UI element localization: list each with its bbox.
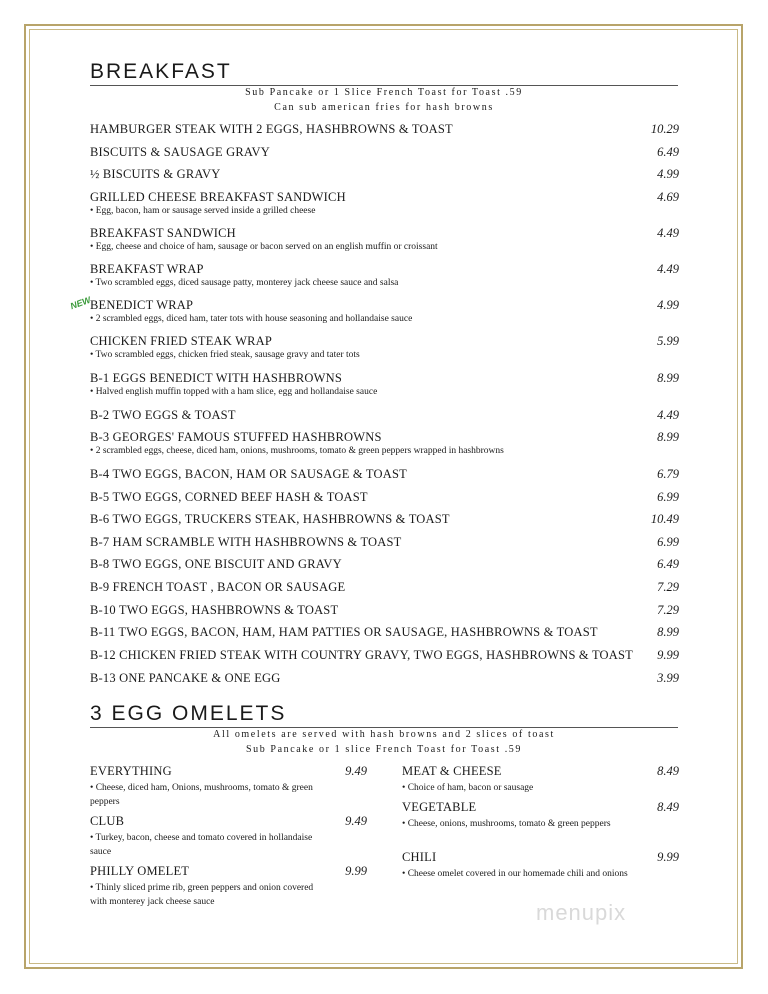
menu-item-name: BISCUITS & SAUSAGE GRAVY [90,145,270,159]
omelet-item-name: EVERYTHING [90,764,172,778]
omelet-item-name: CLUB [90,814,125,828]
menu-item [90,603,679,618]
omelet-item [402,764,679,795]
menu-item-price: 10.49 [650,512,679,526]
menu-item [90,262,679,288]
menu-item [90,334,679,360]
omelet-item-description: • Choice of ham, bacon or sausage [402,783,534,793]
menu-item-name: B-2 TWO EGGS & TOAST [90,408,236,422]
omelet-item-price: 9.49 [345,814,367,828]
menu-item-name: B-3 GEORGES' FAMOUS STUFFED HASHBROWNS [90,430,382,444]
menu-item [90,671,679,686]
menu-item-name: B-12 CHICKEN FRIED STEAK WITH COUNTRY GRAVY, TWO EGGS, HASHBROWNS & TOAST [90,648,633,662]
menu-item-name: BREAKFAST SANDWICH [90,226,236,240]
omelet-item-description: • Thinly sliced prime rib, green peppers and onion covered with monterey jack cheese sauce [90,883,314,907]
menu-item-price: 7.29 [657,603,679,617]
omelets-note: Sub Pancake or 1 slice French Toast for Toast .59 [245,744,523,755]
menu-item-description: • 2 scrambled eggs, cheese, diced ham, onions, mushrooms, tomato & green peppers wrapped in hashbrowns [90,446,504,456]
menu-item-description: • Egg, bacon, ham or sausage served inside a grilled cheese [90,206,316,216]
menu-item-name: B-6 TWO EGGS, TRUCKERS STEAK, HASHBROWNS & TOAST [90,512,450,526]
menu-item [90,430,679,456]
menu-item-price: 4.49 [657,226,679,240]
menu-item [90,648,679,663]
omelet-item [90,814,367,859]
omelet-item-description: • Turkey, bacon, cheese and tomato covered in hollandaise sauce [90,833,313,857]
menu-item [90,190,679,216]
menu-item-price: 6.49 [657,145,679,159]
menu-item-description: • Egg, cheese and choice of ham, sausage or bacon served on an english muffin or croissant [90,242,438,252]
menu-item-name: B-9 FRENCH TOAST , BACON OR SAUSAGE [90,580,346,594]
menu-item-price: 6.99 [657,490,679,504]
omelet-item-description: • Cheese omelet covered in our homemade chili and onions [402,869,628,879]
omelet-item-price: 9.99 [657,850,679,864]
omelet-item [402,850,679,881]
omelet-item [402,800,679,831]
menu-item-name: CHICKEN FRIED STEAK WRAP [90,334,273,348]
omelets-title: 3 EGG OMELETS [90,702,287,725]
menu-item [90,371,679,397]
menu-item-price: 6.99 [657,535,679,549]
omelet-item-price: 8.49 [657,764,679,778]
menu-item [90,298,679,324]
breakfast-note: Can sub american fries for hash browns [274,102,494,113]
omelet-item-name: MEAT & CHEESE [402,764,502,778]
omelet-item-description: • Cheese, diced ham, Onions, mushrooms, tomato & green peppers [90,783,313,807]
omelet-item-description: • Cheese, onions, mushrooms, tomato & green peppers [402,819,611,829]
omelet-item-price: 8.49 [657,800,679,814]
menu-item [90,512,679,527]
menu-item-name: B-11 TWO EGGS, BACON, HAM, HAM PATTIES OR SAUSAGE, HASHBROWNS & TOAST [90,625,598,639]
omelet-item-name: VEGETABLE [402,800,477,814]
menu-item-price: 4.69 [657,190,679,204]
menu-item-description: • Two scrambled eggs, diced sausage patty, monterey jack cheese sauce and salsa [90,278,399,288]
menu-item [90,625,679,640]
menu-item [90,408,679,423]
menu-item-price: 10.29 [650,122,679,136]
menu-item-price: 4.49 [657,262,679,276]
menu-item-description: • Two scrambled eggs, chicken fried steak, sausage gravy and tater tots [90,350,360,360]
menu-item-price: 4.99 [657,167,679,181]
menu-item-name: B-8 TWO EGGS, ONE BISCUIT AND GRAVY [90,557,342,571]
menu-item-name: BENEDICT WRAP [90,298,194,312]
menu-item-name: ½ BISCUITS & GRAVY [90,167,221,181]
menu-item [90,535,679,550]
menu-item-name: B-10 TWO EGGS, HASHBROWNS & TOAST [90,603,339,617]
breakfast-title: BREAKFAST [90,60,232,83]
menu-item-description: • 2 scrambled eggs, diced ham, tater tots with house seasoning and hollandaise sauce [90,314,413,324]
omelets-note: All omelets are served with hash browns and 2 slices of toast [213,729,555,740]
menu-item-name: BREAKFAST WRAP [90,262,204,276]
menu-item-price: 8.99 [657,371,679,385]
menu-item [90,226,679,252]
menu-item-name: B-13 ONE PANCAKE & ONE EGG [90,671,281,685]
menu-item [90,467,679,482]
menu-item-name: B-4 TWO EGGS, BACON, HAM OR SAUSAGE & TOAST [90,467,407,481]
menu-item-price: 8.99 [657,430,679,444]
menu-item-price: 6.79 [657,467,679,481]
breakfast-note: Sub Pancake or 1 Slice French Toast for Toast .59 [245,87,523,98]
menu-item-price: 9.99 [657,648,679,662]
menu-item [90,145,679,160]
omelet-item [90,764,367,809]
menu-item-description: • Halved english muffin topped with a ham slice, egg and hollandaise sauce [90,387,378,397]
menu-item-name: HAMBURGER STEAK WITH 2 EGGS, HASHBROWNS & TOAST [90,122,453,136]
omelet-item-name: CHILI [402,850,437,864]
menu-item-price: 5.99 [657,334,679,348]
menu-item-name: B-5 TWO EGGS, CORNED BEEF HASH & TOAST [90,490,368,504]
menu-item-name: B-7 HAM SCRAMBLE WITH HASHBROWNS & TOAST [90,535,402,549]
menu-item-name: B-1 EGGS BENEDICT WITH HASHBROWNS [90,371,342,385]
omelet-item-price: 9.49 [345,764,367,778]
omelet-item-price: 9.99 [345,864,367,878]
menu-item-price: 8.99 [657,625,679,639]
menu-item [90,580,679,595]
omelet-item-name: PHILLY OMELET [90,864,190,878]
menu-item [90,490,679,505]
menu-item-price: 7.29 [657,580,679,594]
menu-item [90,122,679,137]
omelet-item [90,864,367,909]
menu-item-price: 4.49 [657,408,679,422]
watermark-logo: menupix [536,900,627,925]
menu-item-price: 4.99 [657,298,679,312]
menu-item [90,167,679,182]
menu-item-price: 3.99 [657,671,679,685]
menu-item-price: 6.49 [657,557,679,571]
new-badge: NEW [68,294,93,312]
menu-item-name: GRILLED CHEESE BREAKFAST SANDWICH [90,190,346,204]
menu-item [90,557,679,572]
